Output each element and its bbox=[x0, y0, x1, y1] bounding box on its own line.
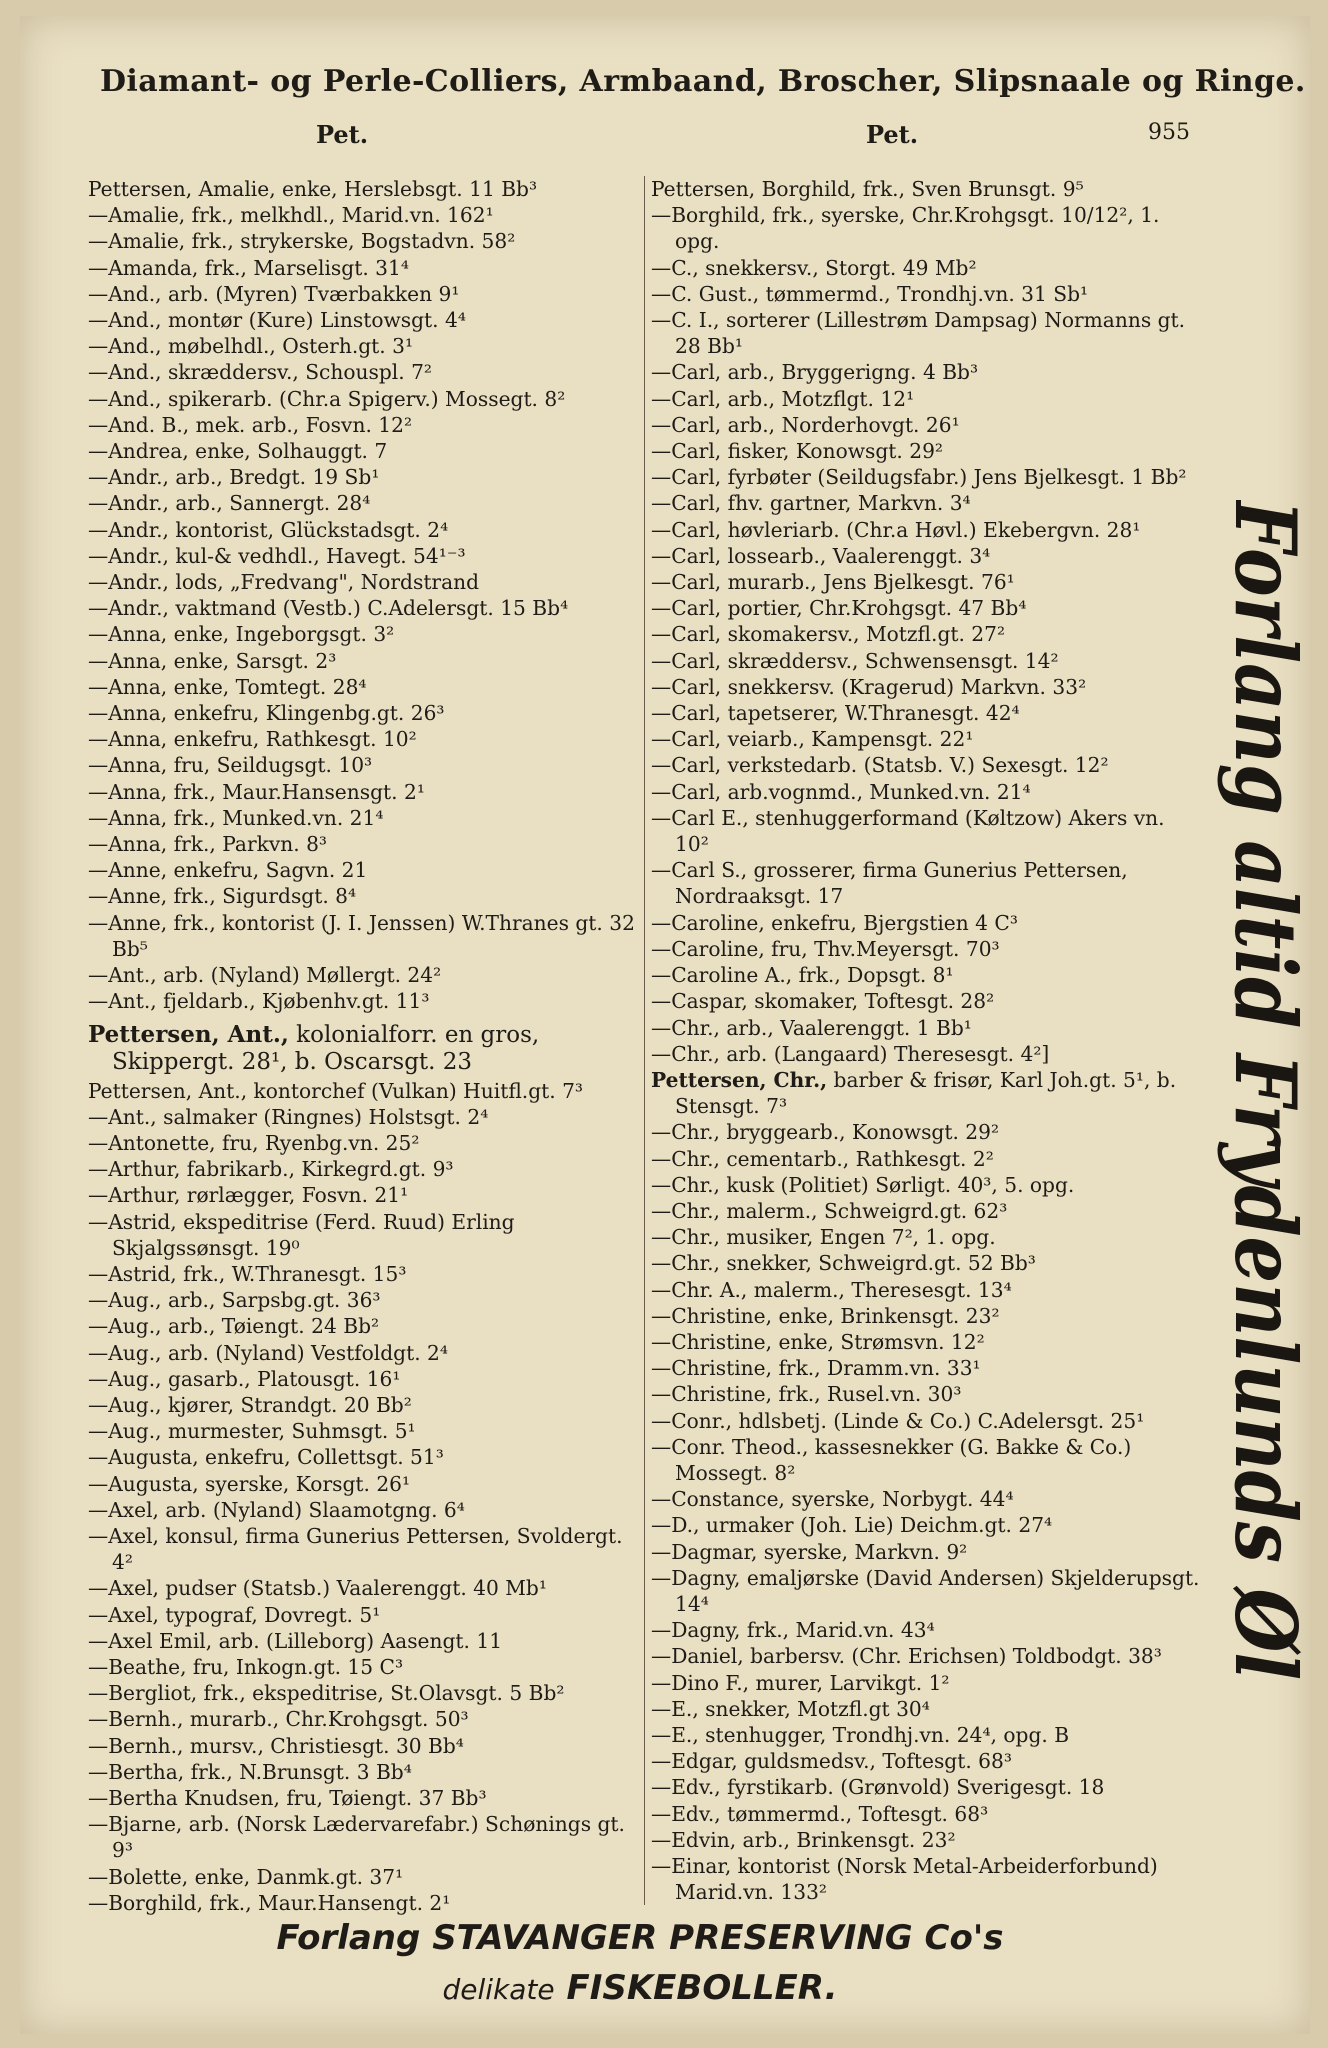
directory-entry: —Ant., salmaker (Ringnes) Holstsgt. 2⁴ bbox=[88, 1104, 489, 1129]
directory-entry: —And., montør (Kure) Linstowsgt. 4⁴ bbox=[88, 308, 466, 333]
directory-entry: —Astrid, frk., W.Thranesgt. 15³ bbox=[88, 1261, 407, 1286]
directory-entry bbox=[88, 1021, 638, 1076]
directory-entry: —Carl, lossearb., Vaalerenggt. 3⁴ bbox=[651, 543, 991, 568]
directory-entry: —Augusta, enkefru, Collettsgt. 51³ bbox=[88, 1445, 444, 1470]
directory-entry: —Carl, skomakersv., Motzfl.gt. 27² bbox=[651, 622, 1006, 647]
directory-entry: —Carl, høvleriarb. (Chr.a Høvl.) Ekebergvn. 28¹ bbox=[651, 517, 1141, 542]
directory-entry: —Amanda, frk., Marselisgt. 31⁴ bbox=[88, 255, 409, 280]
directory-entry: —Chr., cementarb., Rathkesgt. 2² bbox=[651, 1146, 994, 1171]
directory-entry: —Bertha Knudsen, fru, Tøiengt. 37 Bb³ bbox=[88, 1785, 487, 1810]
directory-entry: —Chr., malerm., Schweigrd.gt. 62³ bbox=[651, 1198, 1008, 1223]
entry-text: barber & frisør, Karl Joh.gt. 5¹, b. Stensgt. 7³ bbox=[675, 1067, 1177, 1119]
directory-entry: —Borghild, frk., Maur.Hansengt. 2¹ bbox=[88, 1890, 451, 1915]
directory-entry: —Carl, murarb., Jens Bjelkesgt. 76¹ bbox=[651, 570, 1015, 595]
directory-entry: —Caroline A., frk., Dopsgt. 8¹ bbox=[651, 963, 954, 988]
directory-entry: —Andr., kul-& vedhdl., Havegt. 54¹⁻³ bbox=[88, 543, 466, 568]
directory-entry: —And., møbelhdl., Osterh.gt. 3¹ bbox=[88, 334, 414, 359]
side-advert bbox=[1206, 500, 1306, 1690]
side-advert-text: Forlang altid Frydenlunds Øl bbox=[1216, 500, 1306, 1690]
directory-entry: —Chr., arb., Vaalerenggt. 1 Bb¹ bbox=[651, 1015, 972, 1040]
directory-entry: —Anna, enke, Ingeborgsgt. 3² bbox=[88, 622, 395, 647]
directory-entry: —Andr., kontorist, Glückstadsgt. 2⁴ bbox=[88, 517, 449, 542]
top-advert: Diamant- og Perle-Colliers, Armbaand, Broscher, Slipsnaale og Ringe. bbox=[100, 64, 1306, 99]
right-column bbox=[644, 176, 1203, 1905]
directory-entry: —Chr., kusk (Politiet) Sørligt. 40³, 5. opg. bbox=[651, 1172, 1075, 1197]
directory-entry: Pettersen, Amalie, enke, Herslebsgt. 11 Bb³ bbox=[88, 177, 538, 201]
directory-entry: —Beathe, fru, Inkogn.gt. 15 C³ bbox=[88, 1654, 404, 1679]
directory-entry: —Aug., murmester, Suhmsgt. 5¹ bbox=[88, 1419, 416, 1444]
side-advert-graphic bbox=[1206, 500, 1306, 1690]
directory-entry: —Edvin, arb., Brinkensgt. 23² bbox=[651, 1827, 956, 1852]
directory-entry: —Carl, veiarb., Kampensgt. 22¹ bbox=[651, 727, 974, 752]
directory-entry: —Carl E., stenhuggerformand (Køltzow) Akers vn. 10² bbox=[651, 805, 1165, 857]
directory-entry: —Carl, snekkersv. (Kragerud) Markvn. 33² bbox=[651, 674, 1087, 699]
directory-entry: —Dino F., murer, Larvikgt. 1² bbox=[651, 1670, 950, 1695]
directory-entry: —Axel, typograf, Dovregt. 5¹ bbox=[88, 1602, 381, 1627]
directory-entry: —Anna, fru, Seildugsgt. 10³ bbox=[88, 753, 373, 778]
directory-entry: —Caroline, fru, Thv.Meyersgt. 70³ bbox=[651, 936, 1000, 961]
directory-entry: —Aug., arb. (Nyland) Vestfoldgt. 2⁴ bbox=[88, 1340, 448, 1365]
directory-entry: —Bernh., mursv., Christiesgt. 30 Bb⁴ bbox=[88, 1733, 464, 1758]
directory-entry: —Axel, arb. (Nyland) Slaamotgng. 6⁴ bbox=[88, 1497, 465, 1522]
directory-entry: —Carl, fyrbøter (Seildugsfabr.) Jens Bjelkesgt. 1 Bb² bbox=[651, 465, 1187, 490]
bottom-advert-small: delikate bbox=[442, 1973, 555, 2006]
directory-entry: —Christine, enke, Brinkensgt. 23² bbox=[651, 1303, 1000, 1328]
directory-entry: —Axel, pudser (Statsb.) Vaalerenggt. 40 Mb¹ bbox=[88, 1576, 547, 1601]
directory-entry: —Carl S., grosserer, firma Gunerius Pettersen, Nordraaksgt. 17 bbox=[651, 858, 1128, 909]
directory-entry: —Conr., hdlsbetj. (Linde & Co.) C.Adelersgt. 25¹ bbox=[651, 1408, 1145, 1433]
directory-entry: —Axel Emil, arb. (Lilleborg) Aasengt. 11 bbox=[88, 1628, 503, 1653]
directory-entry: —E., stenhugger, Trondhj.vn. 24⁴, opg. B bbox=[651, 1722, 1070, 1747]
directory-entry: —Conr. Theod., kassesnekker (G. Bakke & Co.) Mossegt. 8² bbox=[651, 1434, 1132, 1485]
directory-entry: —And. B., mek. arb., Fosvn. 12² bbox=[88, 412, 413, 437]
entry-name-bold: Pettersen, Ant., bbox=[88, 1020, 289, 1048]
left-column bbox=[88, 176, 638, 1916]
left-column-head: Pet. bbox=[316, 120, 369, 149]
directory-entry: —Christine, frk., Dramm.vn. 33¹ bbox=[651, 1356, 981, 1381]
entry-text: kolonialforr. en gros, Skippergt. 28¹, b. Oscarsgt. 23 bbox=[112, 1021, 540, 1075]
directory-entry: —Borghild, frk., syerske, Chr.Krohgsgt. 10/12², 1. opg. bbox=[651, 203, 1160, 254]
directory-entry: —And., arb. (Myren) Tværbakken 9¹ bbox=[88, 281, 460, 306]
directory-entry: —Carl, arb.vognmd., Munked.vn. 21⁴ bbox=[651, 779, 1031, 804]
directory-entry: —Anna, enkefru, Rathkesgt. 10² bbox=[88, 727, 417, 752]
directory-entry: —Axel, konsul, firma Gunerius Pettersen, Svoldergt. 4² bbox=[88, 1523, 623, 1575]
directory-entry: —Bolette, enke, Danmk.gt. 37¹ bbox=[88, 1864, 404, 1889]
directory-entry: —Chr., musiker, Engen 7², 1. opg. bbox=[651, 1225, 996, 1250]
directory-entry bbox=[651, 1067, 1203, 1119]
directory-entry: —Chr., bryggearb., Konowsgt. 29² bbox=[651, 1120, 1000, 1145]
directory-entry: —Arthur, rørlægger, Fosvn. 21¹ bbox=[88, 1183, 409, 1208]
directory-entry: —Andr., arb., Sannergt. 28⁴ bbox=[88, 491, 371, 516]
directory-entry: —Andrea, enke, Solhauggt. 7 bbox=[88, 439, 388, 464]
directory-entry: —Anne, enkefru, Sagvn. 21 bbox=[88, 858, 368, 883]
directory-entry: —Ant., fjeldarb., Kjøbenhv.gt. 11³ bbox=[88, 989, 430, 1014]
directory-entry: Pettersen, Borghild, frk., Sven Brunsgt. 9⁵ bbox=[651, 177, 1084, 201]
directory-entry: —Bergliot, frk., ekspeditrise, St.Olavsgt. 5 Bb² bbox=[88, 1681, 565, 1706]
directory-entry: —Anna, enkefru, Klingenbg.gt. 26³ bbox=[88, 701, 445, 726]
directory-entry: —Andr., lods, „Fredvang", Nordstrand bbox=[88, 570, 480, 595]
directory-entry: —C. I., sorterer (Lillestrøm Dampsag) Normanns gt. 28 Bb¹ bbox=[651, 308, 1186, 359]
directory-entry: —Astrid, ekspeditrise (Ferd. Ruud) Erling Skjalgssønsgt. 19⁰ bbox=[88, 1209, 515, 1260]
directory-entry: —Anna, frk., Munked.vn. 21⁴ bbox=[88, 805, 384, 830]
directory-entry: —Aug., arb., Sarpsbg.gt. 36³ bbox=[88, 1288, 381, 1313]
directory-entry: —Amalie, frk., melkhdl., Marid.vn. 162¹ bbox=[88, 203, 494, 228]
bottom-advert-big: FISKEBOLLER. bbox=[566, 1968, 838, 2008]
directory-entry: —E., snekker, Motzfl.gt 30⁴ bbox=[651, 1696, 930, 1721]
directory-entry: —Dagmar, syerske, Markvn. 9² bbox=[651, 1539, 968, 1564]
directory-entry: —Caspar, skomaker, Toftesgt. 28² bbox=[651, 989, 995, 1014]
directory-entry: —Andr., vaktmand (Vestb.) C.Adelersgt. 15 Bb⁴ bbox=[88, 596, 569, 621]
directory-entry: —Carl, verkstedarb. (Statsb. V.) Sexesgt. 12² bbox=[651, 753, 1109, 778]
directory-entry: —Ant., arb. (Nyland) Møllergt. 24² bbox=[88, 963, 442, 988]
directory-entry: —Chr., snekker, Schweigrd.gt. 52 Bb³ bbox=[651, 1251, 1036, 1276]
directory-entry: —Edv., tømmermd., Toftesgt. 68³ bbox=[651, 1801, 989, 1826]
directory-entry: Pettersen, Ant., kontorchef (Vulkan) Huitfl.gt. 7³ bbox=[88, 1078, 584, 1103]
directory-entry: —Anna, enke, Sarsgt. 2³ bbox=[88, 648, 337, 673]
directory-entry: —C. Gust., tømmermd., Trondhj.vn. 31 Sb¹ bbox=[651, 281, 1089, 306]
directory-entry: —Caroline, enkefru, Bjergstien 4 C³ bbox=[651, 910, 1018, 935]
bottom-advert-line-1: Forlang STAVANGER PRESERVING Co's bbox=[276, 1918, 1004, 1958]
directory-entry: —Carl, fisker, Konowsgt. 29² bbox=[651, 439, 944, 464]
directory-entry: —Carl, skræddersv., Schwensensgt. 14² bbox=[651, 648, 1059, 673]
directory-entry: —Bernh., murarb., Chr.Krohgsgt. 50³ bbox=[88, 1707, 469, 1732]
directory-entry: —Daniel, barbersv. (Chr. Erichsen) Toldbodgt. 38³ bbox=[651, 1644, 1162, 1669]
directory-entry: —Constance, syerske, Norbygt. 44⁴ bbox=[651, 1487, 1014, 1512]
directory-entry: —Amalie, frk., strykerske, Bogstadvn. 58² bbox=[88, 229, 516, 254]
directory-entry: —Carl, arb., Norderhovgt. 26¹ bbox=[651, 412, 960, 437]
directory-entry: —C., snekkersv., Storgt. 49 Mb² bbox=[651, 255, 977, 280]
bottom-advert-line-2 bbox=[140, 1968, 1140, 2008]
directory-entry: —Carl, portier, Chr.Krohgsgt. 47 Bb⁴ bbox=[651, 596, 1027, 621]
right-column-head: Pet. bbox=[866, 120, 919, 149]
directory-entry: —Bertha, frk., N.Brunsgt. 3 Bb⁴ bbox=[88, 1759, 412, 1784]
directory-entry: —Anna, frk., Parkvn. 8³ bbox=[88, 832, 328, 857]
directory-page bbox=[20, 16, 1310, 2034]
directory-entry: —Anne, frk., Sigurdsgt. 8⁴ bbox=[88, 884, 357, 909]
directory-entry: —Dagny, emaljørske (David Andersen) Skjelderupsgt. 14⁴ bbox=[651, 1565, 1200, 1616]
directory-entry: —Antonette, fru, Ryenbg.vn. 25² bbox=[88, 1130, 420, 1155]
directory-entry: —Aug., arb., Tøiengt. 24 Bb² bbox=[88, 1314, 380, 1339]
directory-entry: —Bjarne, arb. (Norsk Lædervarefabr.) Schønings gt. 9³ bbox=[88, 1812, 625, 1863]
directory-entry: —D., urmaker (Joh. Lie) Deichm.gt. 27⁴ bbox=[651, 1513, 1053, 1538]
directory-entry: —Christine, enke, Strømsvn. 12² bbox=[651, 1329, 985, 1354]
directory-entry: —Carl, arb., Motzflgt. 12¹ bbox=[651, 386, 915, 411]
directory-entry: —Chr., arb. (Langaard) Theresesgt. 4²] bbox=[651, 1041, 1050, 1066]
entry-name-bold: Pettersen, Chr., bbox=[651, 1067, 828, 1092]
directory-entry: —Christine, frk., Rusel.vn. 30³ bbox=[651, 1382, 962, 1407]
directory-entry: —Augusta, syerske, Korsgt. 26¹ bbox=[88, 1471, 411, 1496]
directory-entry: —Arthur, fabrikarb., Kirkegrd.gt. 9³ bbox=[88, 1157, 454, 1182]
page-number: 955 bbox=[1148, 120, 1190, 145]
directory-entry: —Chr. A., malerm., Theresesgt. 13⁴ bbox=[651, 1277, 1012, 1302]
directory-entry: —Carl, tapetserer, W.Thranesgt. 42⁴ bbox=[651, 701, 1020, 726]
directory-entry: —Aug., gasarb., Platousgt. 16¹ bbox=[88, 1366, 401, 1391]
directory-entry: —Edgar, guldsmedsv., Toftesgt. 68³ bbox=[651, 1749, 1012, 1774]
directory-entry: —Edv., fyrstikarb. (Grønvold) Sverigesgt. 18 bbox=[651, 1775, 1105, 1800]
directory-entry: —Einar, kontorist (Norsk Metal-Arbeiderforbund) Marid.vn. 133² bbox=[651, 1854, 1158, 1905]
directory-entry: —Anna, frk., Maur.Hansensgt. 2¹ bbox=[88, 779, 425, 804]
directory-entry: —Dagny, frk., Marid.vn. 43⁴ bbox=[651, 1618, 935, 1643]
directory-entry: —Andr., arb., Bredgt. 19 Sb¹ bbox=[88, 465, 380, 490]
directory-entry: —Aug., kjører, Strandgt. 20 Bb² bbox=[88, 1392, 412, 1417]
directory-entry: —Carl, fhv. gartner, Markvn. 3⁴ bbox=[651, 491, 971, 516]
directory-entry: —Anna, enke, Tomtegt. 28⁴ bbox=[88, 674, 367, 699]
directory-entry: —Anne, frk., kontorist (J. I. Jenssen) W.Thranes gt. 32 Bb⁵ bbox=[88, 910, 635, 961]
directory-entry: —Carl, arb., Bryggerigng. 4 Bb³ bbox=[651, 360, 979, 385]
directory-entry: —And., skræddersv., Schouspl. 7² bbox=[88, 360, 433, 385]
directory-entry: —And., spikerarb. (Chr.a Spigerv.) Mossegt. 8² bbox=[88, 386, 566, 411]
